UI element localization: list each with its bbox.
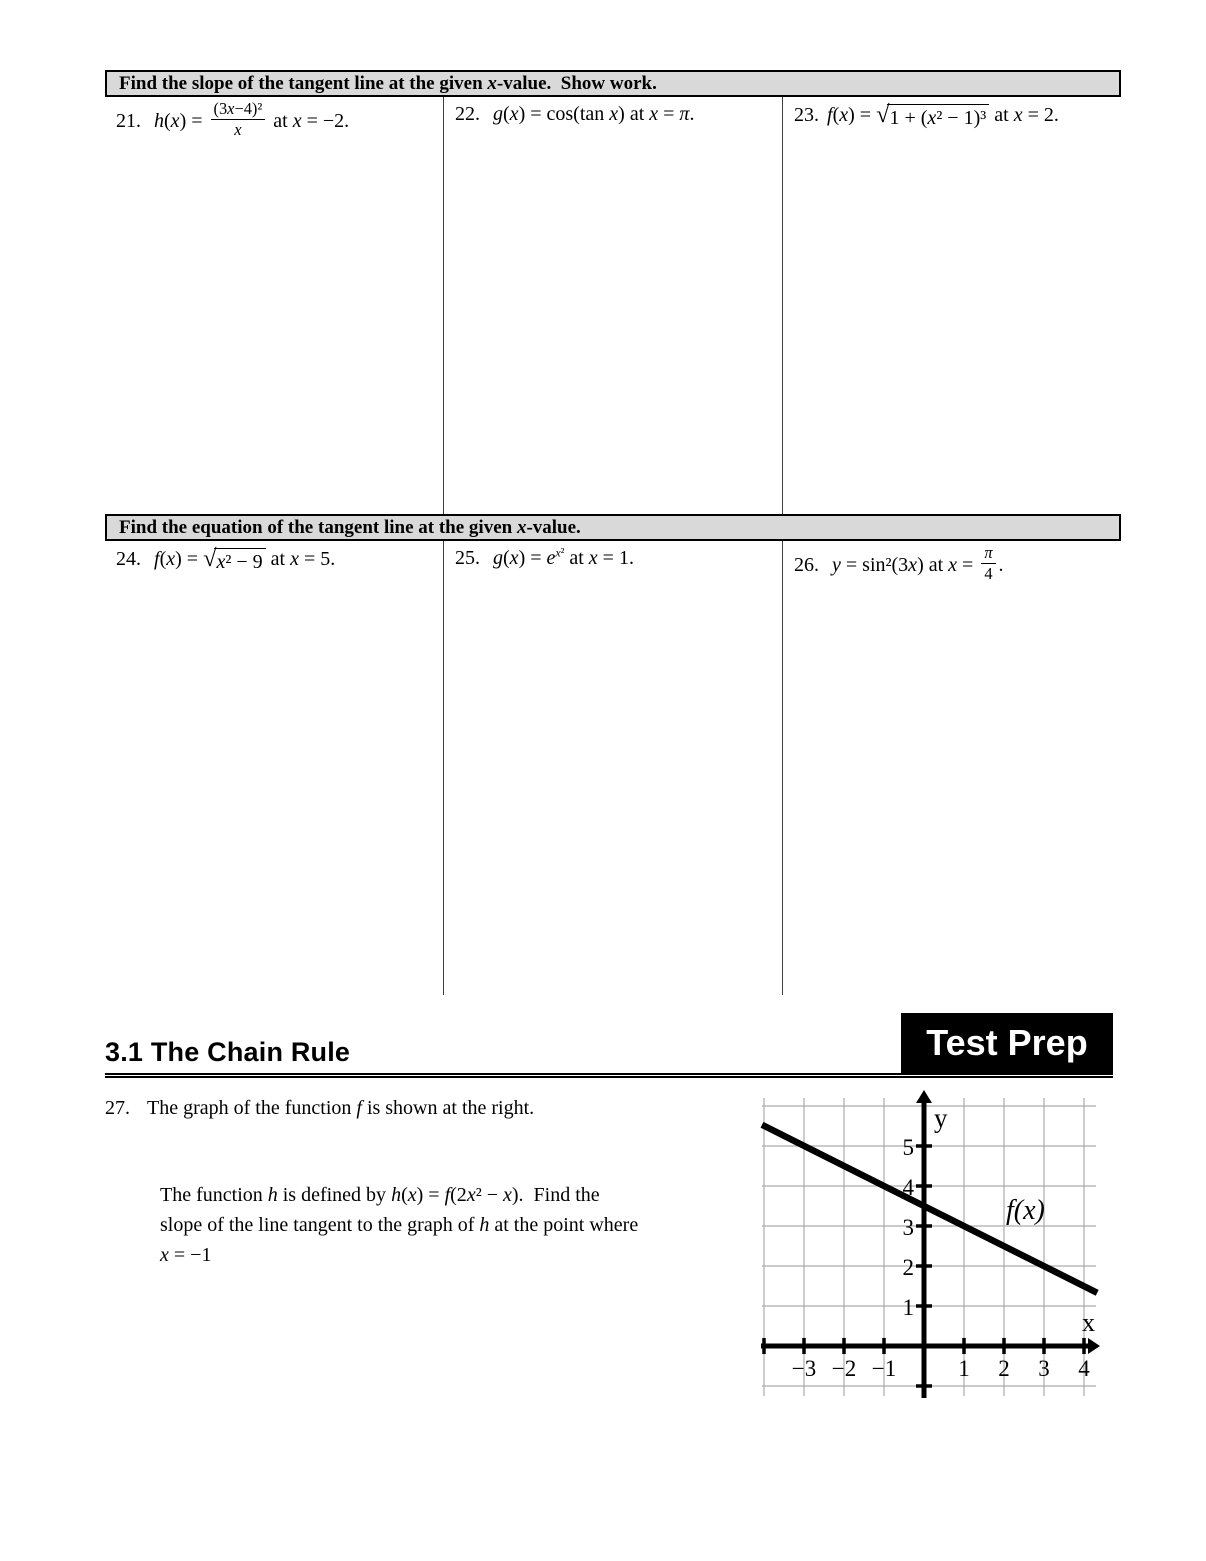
problem-23 xyxy=(782,97,1121,514)
x-tick-label: −3 xyxy=(791,1356,817,1381)
problem-expression: f(x) = √ 1 + (x² − 1)³ at x = 2. xyxy=(827,101,1059,129)
section-header xyxy=(105,1008,1113,1078)
y-tick-label: 2 xyxy=(902,1255,914,1280)
y-tick-label: 3 xyxy=(902,1215,914,1240)
y-axis-arrow xyxy=(916,1090,932,1103)
curve-label: f(x) xyxy=(1006,1195,1045,1226)
test-prep-badge: Test Prep xyxy=(901,1013,1113,1073)
table-body-slope xyxy=(105,97,1121,514)
problem-expression: y = sin²(3x) at x = $\frac{\pi}{4}$ . xyxy=(832,543,1004,584)
x-tick-label: 1 xyxy=(958,1356,970,1381)
x-tick-label: 2 xyxy=(998,1356,1010,1381)
equation-problems-table xyxy=(105,514,1121,995)
table-body-equation xyxy=(105,541,1121,995)
problem-24 xyxy=(105,541,443,995)
problem-number: 27. xyxy=(105,1097,130,1119)
y-tick-label: 4 xyxy=(902,1175,914,1200)
problem-27-body xyxy=(160,1180,638,1270)
problem-number: 24. xyxy=(116,548,141,570)
x-tick-label: 3 xyxy=(1038,1356,1050,1381)
problem-22 xyxy=(443,97,782,514)
x-axis-label: x xyxy=(1082,1308,1095,1337)
section-title: 3.1 The Chain Rule xyxy=(105,1037,351,1067)
y-tick-label: 1 xyxy=(902,1295,914,1320)
problem-expression: h(x) = $\frac{\text{(3x−4)²}}{x}$ at x = −2. xyxy=(154,99,350,140)
slope-problems-table xyxy=(105,70,1121,514)
problem-intro-text: The graph of the function f is shown at the right. xyxy=(147,1097,535,1119)
problem-27-intro xyxy=(105,1097,534,1120)
problem-number: 22. xyxy=(455,103,480,125)
problem-body-line: The function h is defined by h(x) = f(2x² − x). Find the xyxy=(160,1184,600,1206)
problem-body-line: x = −1 xyxy=(160,1244,212,1266)
problem-number: 21. xyxy=(116,110,141,133)
x-tick-label: −2 xyxy=(831,1356,857,1381)
table-header-equation: Find the equation of the tangent line at the given x -value. xyxy=(105,514,1121,541)
problem-number: 23. xyxy=(794,104,819,126)
problem-body-line: slope of the line tangent to the graph of h at the point where xyxy=(160,1214,639,1236)
problem-26 xyxy=(782,541,1121,995)
problem-expression: f(x) = √ x² − 9 at x = 5. xyxy=(154,545,336,573)
problem-25 xyxy=(443,541,782,995)
table-header-slope: Find the slope of the tangent line at the given x -value. Show work. xyxy=(105,70,1121,97)
x-tick-label: −1 xyxy=(871,1356,897,1381)
y-tick-label: 5 xyxy=(902,1135,914,1160)
function-graph xyxy=(757,1085,1107,1415)
problem-expression: $g(x) = e^{x^2}$ at x = 1. xyxy=(493,545,634,569)
problem-number: 26. xyxy=(794,554,819,577)
y-axis-label: y xyxy=(934,1103,948,1133)
problem-number: 25. xyxy=(455,547,480,569)
problem-expression: g(x) = cos(tan x) at x = π. xyxy=(493,103,695,125)
problem-21 xyxy=(105,97,443,514)
x-tick-label: 4 xyxy=(1078,1356,1090,1381)
x-axis-arrow xyxy=(1088,1338,1100,1354)
